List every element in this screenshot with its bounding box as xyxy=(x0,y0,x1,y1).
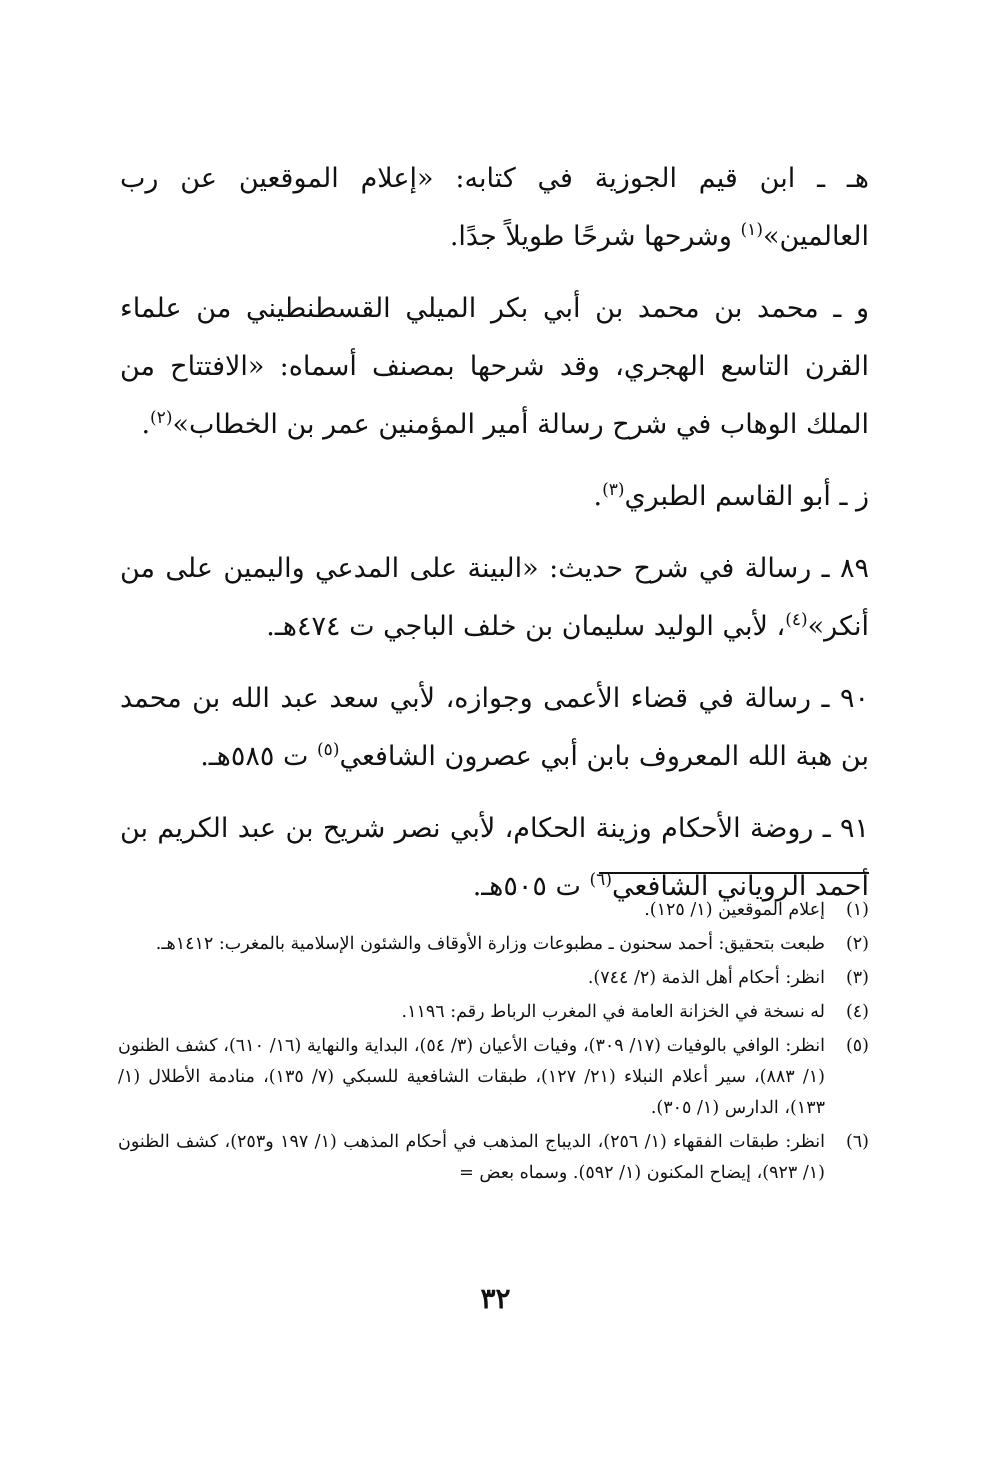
footnote-reference: (٤) xyxy=(785,610,808,630)
footnote-text: انظر: أحكام أهل الذمة (٢/ ٧٤٤). xyxy=(587,968,825,988)
footnote-reference: (٥) xyxy=(317,740,340,760)
footnote-reference: (٣) xyxy=(602,480,625,500)
paragraph-waw xyxy=(120,280,869,454)
paragraph-text: ٨٩ ـ رسالة في شرح حديث: «البينة على المدعي واليمين على من أنكر» xyxy=(120,553,869,642)
footnote-2 xyxy=(118,929,869,960)
paragraph-text: و ـ محمد بن محمد بن أبي بكر الميلي القسطنطيني من علماء القرن التاسع الهجري، وقد شرحها بمصنف أسماه: «الافتتاح من الملك الوهاب في شرح رسالة أمير المؤمنين عمر بن الخطاب» xyxy=(120,293,869,440)
paragraph-zay xyxy=(120,468,869,526)
footnote-number: (٤) xyxy=(845,1002,869,1022)
paragraph-text: ز ـ أبو القاسم الطبري xyxy=(624,481,869,512)
footnote-1 xyxy=(118,895,869,926)
footnote-reference: (٦) xyxy=(589,870,612,890)
footnote-5 xyxy=(118,1031,869,1124)
footnote-text: انظر: الوافي بالوفيات (١٧/ ٣٠٩)، وفيات الأعيان (٣/ ٥٤)، البداية والنهاية (١٦/ ٦١٠)، كشف الظنون (١/ ٨٨٣)، سير أعلام النبلاء (٢١/ ١٢٧)، طبقات الشافعية للسبكي (٧/ ١٣٥)، منادمة الأطلال (١/ ١٣٣)، الدارس (١/ ٣٠٥). xyxy=(118,1036,825,1118)
footnotes-section xyxy=(118,895,869,1192)
paragraph-text-tail: . xyxy=(141,409,151,440)
footnote-4 xyxy=(118,997,869,1028)
footnote-text: طبعت بتحقيق: أحمد سحنون ـ مطبوعات وزارة الأوقاف والشئون الإسلامية بالمغرب: ١٤١٢هـ. xyxy=(155,934,825,954)
main-text-body xyxy=(120,150,869,930)
footnote-reference: (١) xyxy=(740,220,763,240)
page-number: ٣٢ xyxy=(480,1282,511,1315)
footnote-number: (٥) xyxy=(845,1036,869,1056)
footnote-text: له نسخة في الخزانة العامة في المغرب الرباط رقم: ١١٩٦. xyxy=(401,1002,825,1022)
footnote-number: (١) xyxy=(845,900,869,920)
paragraph-he xyxy=(120,150,869,266)
footnote-number: (٢) xyxy=(845,934,869,954)
footnote-number: (٣) xyxy=(845,968,869,988)
footnote-number: (٦) xyxy=(845,1132,869,1152)
footnote-text: إعلام الموقعين (١/ ١٢٥). xyxy=(644,900,825,920)
footnote-reference: (٢) xyxy=(150,408,173,428)
footnote-6 xyxy=(118,1127,869,1189)
entry-89 xyxy=(120,540,869,656)
paragraph-text: هـ ـ ابن قيم الجوزية في كتابه: «إعلام الموقعين عن رب العالمين» xyxy=(120,163,869,252)
paragraph-text-tail: ت ٥٨٥هـ. xyxy=(200,741,318,772)
footnote-3 xyxy=(118,963,869,994)
entry-90 xyxy=(120,670,869,786)
paragraph-text-tail: . xyxy=(593,481,603,512)
paragraph-text-tail: ، لأبي الوليد سليمان بن خلف الباجي ت ٤٧٤هـ. xyxy=(266,611,786,642)
footnote-text: انظر: طبقات الفقهاء (١/ ٢٥٦)، الديباج المذهب في أحكام المذهب (١/ ١٩٧ و٢٥٣)، كشف الظنون (١/ ٩٢٣)، إيضاح المكنون (١/ ٥٩٢). وسماه بعض = xyxy=(118,1132,825,1183)
paragraph-text: ٩٠ ـ رسالة في قضاء الأعمى وجوازه، لأبي سعد عبد الله بن محمد بن هبة الله المعروف بابن أبي عصرون الشافعي xyxy=(120,683,869,772)
paragraph-text-tail: ت ٥٠٥هـ. xyxy=(472,871,590,902)
paragraph-text-tail: وشرحها شرحًا طويلاً جدًا. xyxy=(449,221,741,252)
footnote-separator xyxy=(599,872,869,874)
paragraph-text: ٩١ ـ روضة الأحكام وزينة الحكام، لأبي نصر شريح بن عبد الكريم بن أحمد الروياني الشافعي xyxy=(120,813,869,902)
